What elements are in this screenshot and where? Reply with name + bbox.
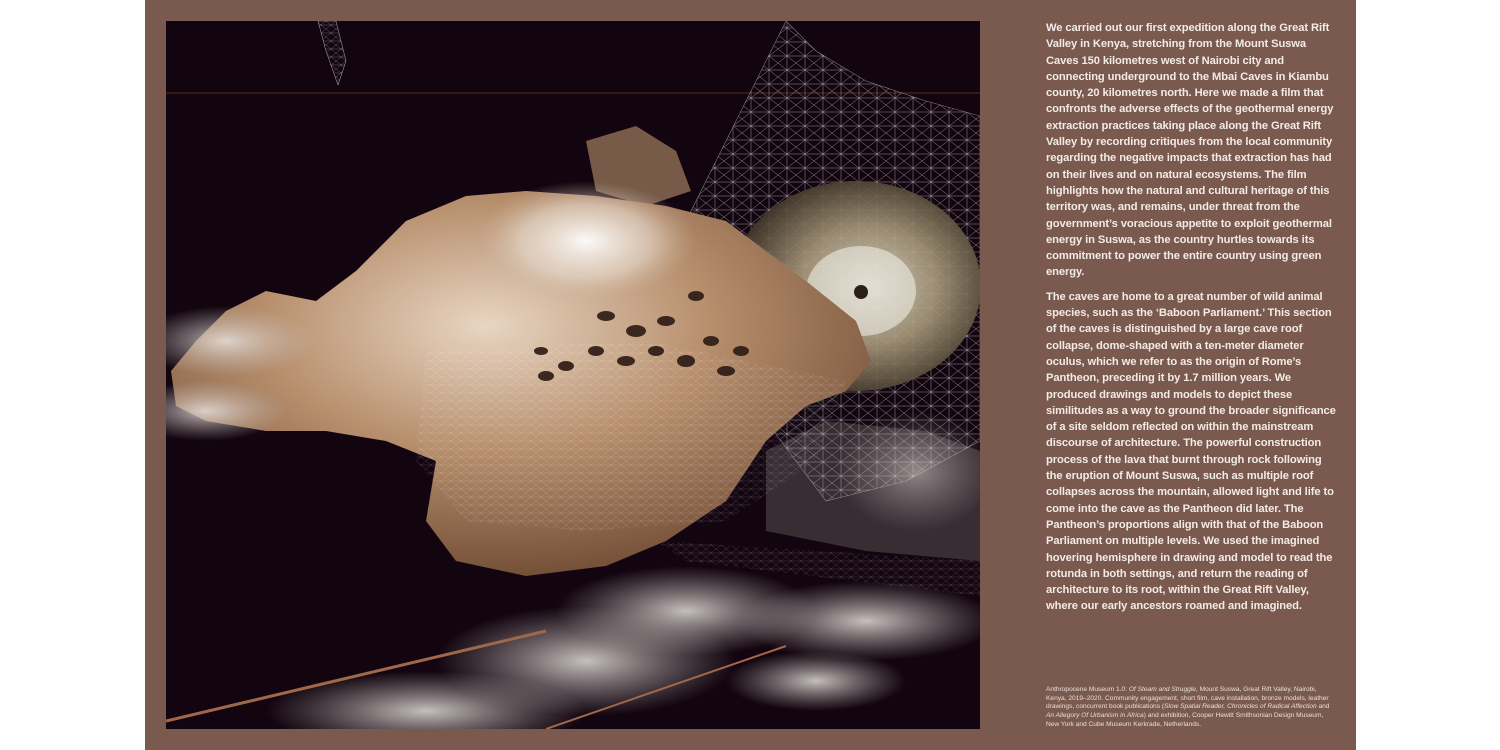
caption-book-1: Slow Spatial Reader, Chronicles of Radical Affection xyxy=(1164,703,1317,711)
image-caption xyxy=(1046,686,1338,730)
caption-part-3: and xyxy=(1316,703,1330,711)
cave-image xyxy=(166,21,980,729)
caption-part-4: ) and exhibition, Cooper Hewitt Smithsonian Design Museum, New York and Cube Museum Kerkrade, Netherlands. xyxy=(1046,712,1324,728)
paragraph-1: We carried out our first expedition along the Great Rift Valley in Kenya, stretching from the Mount Suswa Caves 150 kilometres west of Nairobi city and connecting underground to the Mbai Caves in Kiambu county, 20 kilometres north. Here we made a film that confronts the adverse effects of the geothermal energy extraction practices taking place along the Great Rift Valley by recording critiques from the local community regarding the negative impacts that extraction has had on their lives and on natural ecosystems. The film highlights how the natural and cultural heritage of this territory was, and remains, under threat from the government’s voracious appetite to exploit geothermal energy in Suswa, as the country hurtles towards its commitment to power the entire country using green energy. xyxy=(1046,22,1334,279)
caption-part-2: , Mount Suswa, Great Rift Valley, Nairobi, Kenya, 2019–2020. Community engagement, short film, cave installation, bronze models, leather drawings, concurrent book publications ( xyxy=(1046,686,1329,711)
body-text xyxy=(1046,20,1338,623)
cave-illustration xyxy=(166,21,980,729)
caption-part-1: Anthropocene Museum 1.0: xyxy=(1046,686,1129,693)
caption-title: Of Steam and Struggle xyxy=(1128,686,1196,693)
caption-book-2: An Allegory Of Urbanism in Africa xyxy=(1046,712,1144,720)
paragraph-2: The caves are home to a great number of wild animal species, such as the ‘Baboon Parliament.’ This section of the caves is distinguished by a large cave roof collapse, dome-shaped with a ten-meter diameter oculus, which we refer to as the origin of Rome’s Pantheon, preceding it by 1.7 million years. We produced drawings and models to depict these similitudes as a way to ground the broader significance of a site seldom reflected on within the mainstream discourse of architecture. The powerful construction process of the lava that burnt through rock following the eruption of Mount Suswa, such as multiple roof collapses across the mountain, allowed light and life to come into the cave as the Pantheon did later. The Pantheon’s proportions align with that of the Baboon Parliament on multiple levels. We used the imagined hovering hemisphere in drawing and model to read the rotunda in both settings, and return the reading of architecture to its root, within the Great Rift Valley, where our early ancestors roamed and imagined. xyxy=(1046,290,1336,613)
